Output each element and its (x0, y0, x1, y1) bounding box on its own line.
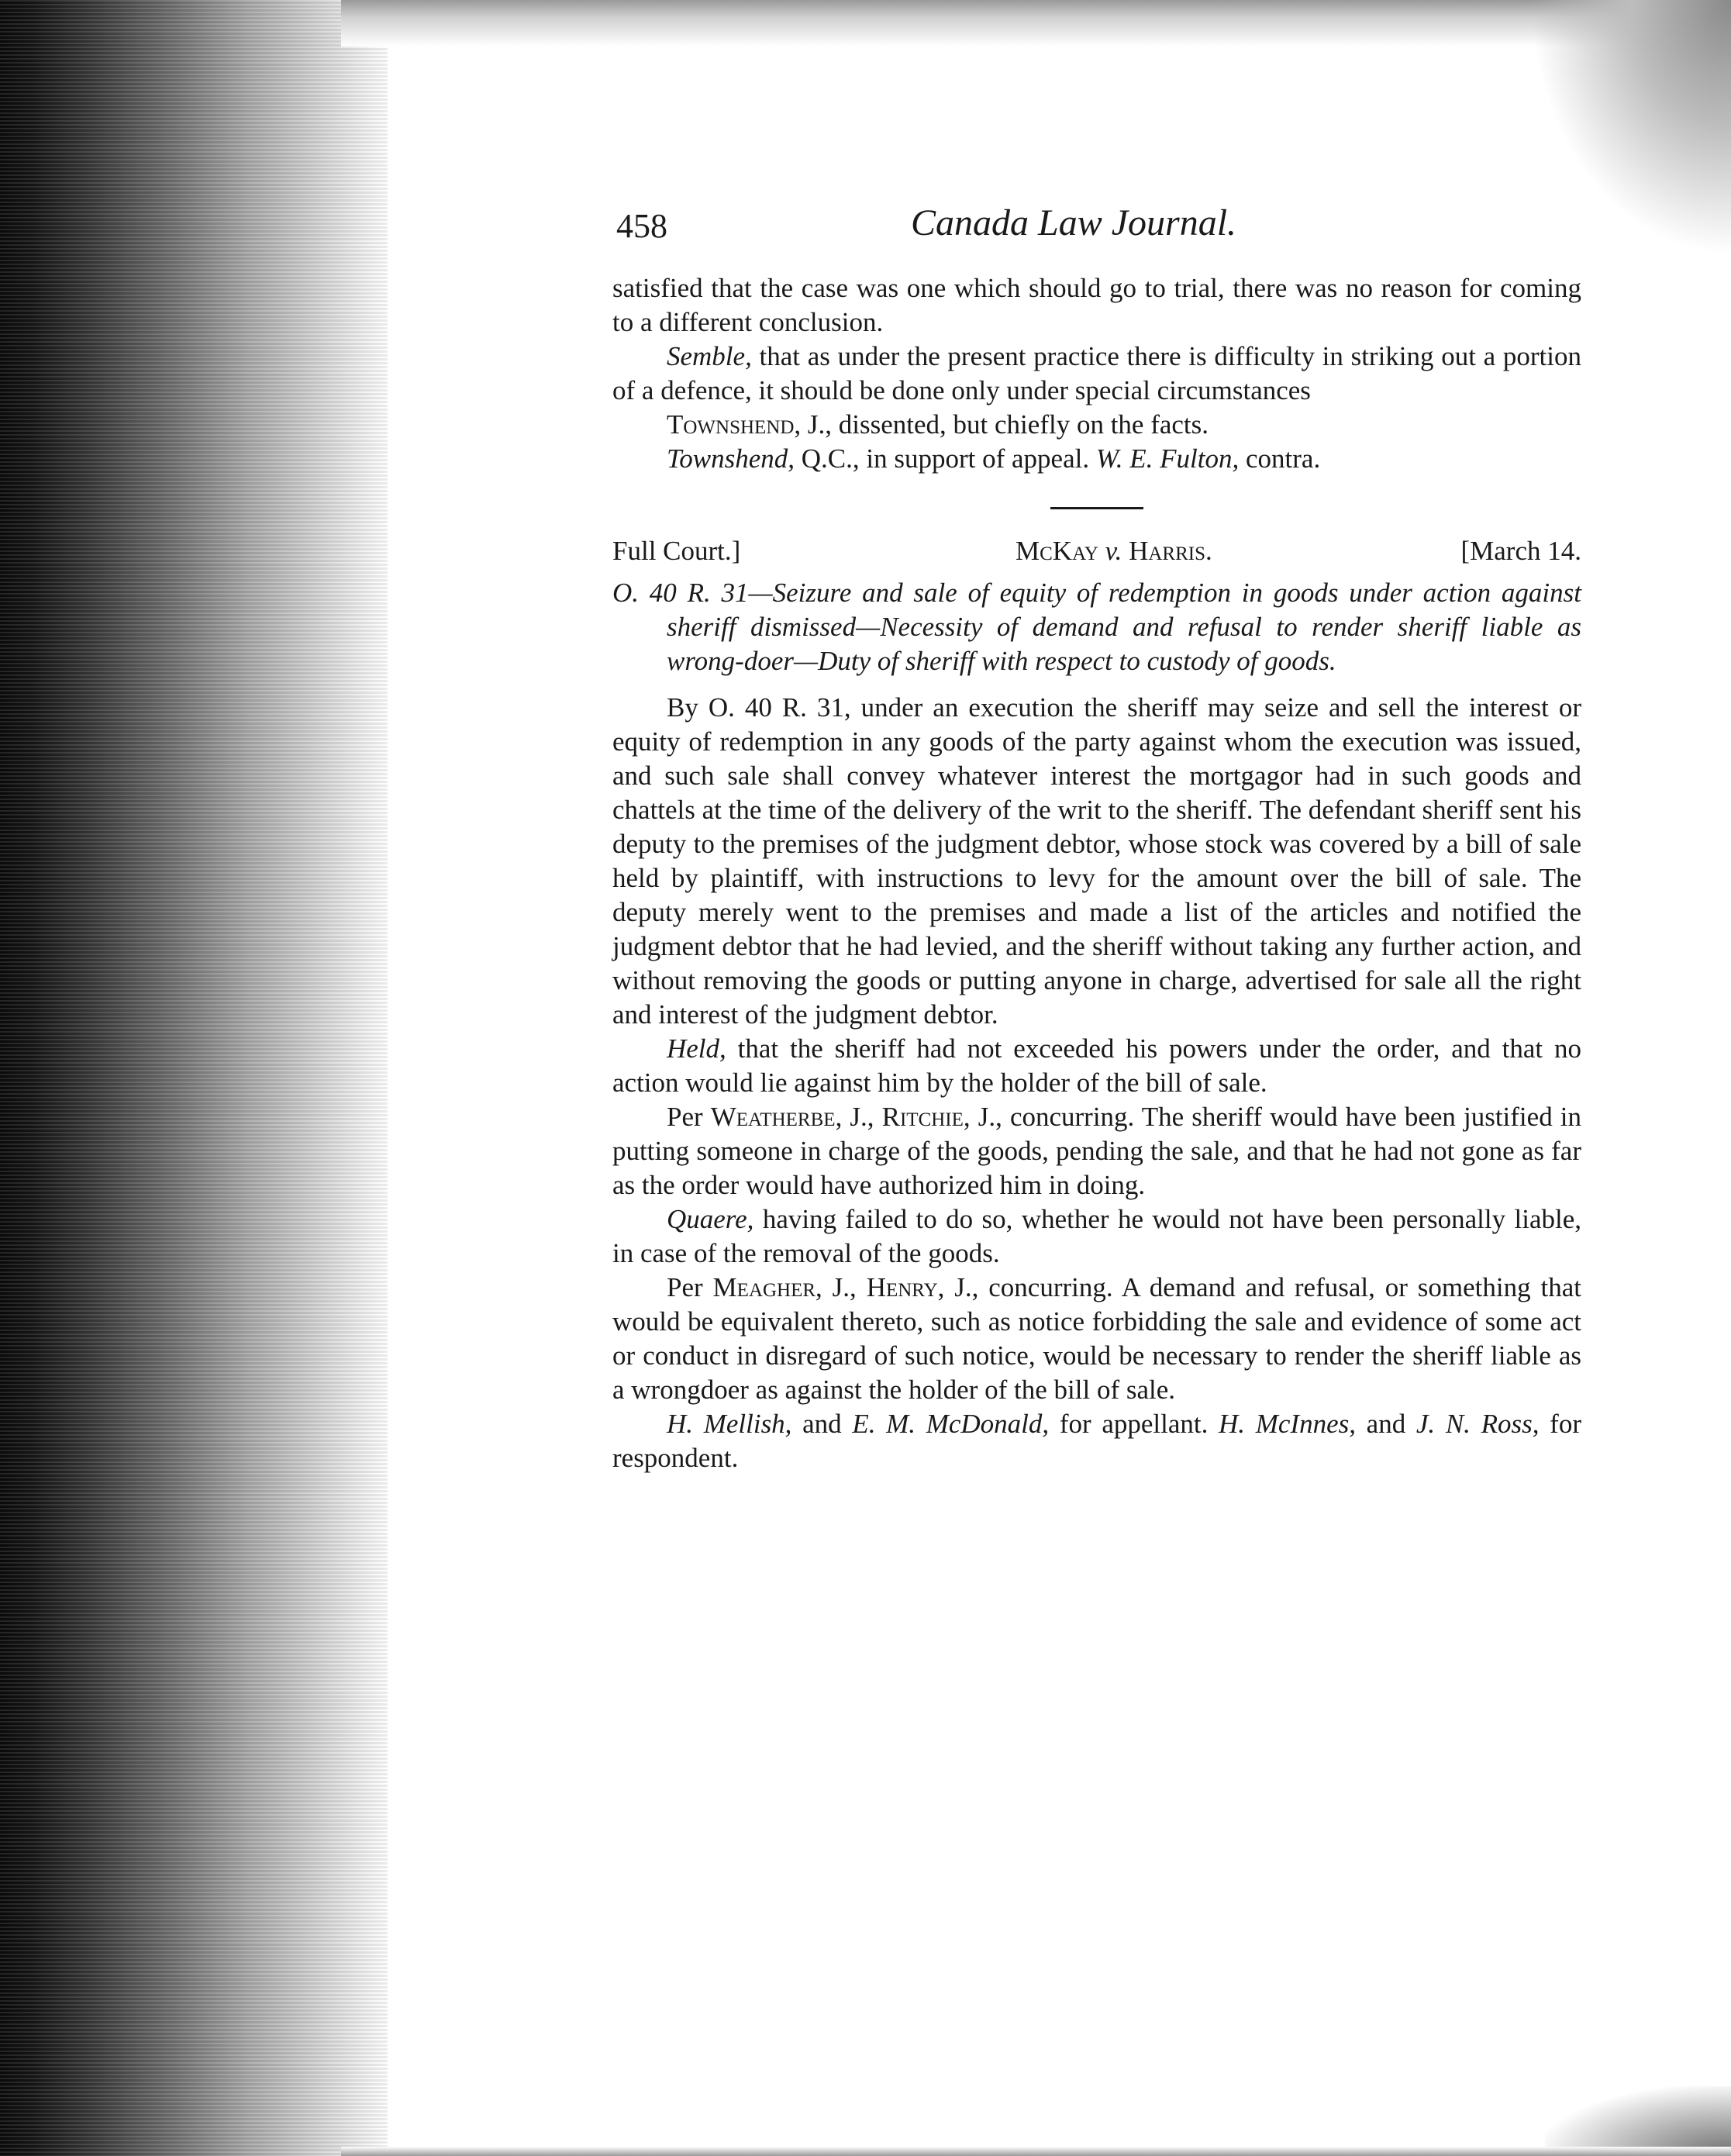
case-caption (612, 534, 1581, 571)
counsel-paragraph: Townshend, Q.C., in support of appeal. W. E. Fulton, contra. (667, 443, 1321, 474)
scan-corner-bottom-right (1545, 2086, 1731, 2156)
scan-bottom-edge (341, 2147, 1731, 2156)
headnote: O. 40 R. 31—Seizure and sale of equity of redemption in goods under action against sheriff dismissed—Necessity of demand and refusal to render sheriff liable as wrong-doer—Duty of sheriff with respect to custody of goods. (612, 578, 1581, 676)
journal-page (612, 202, 1581, 1475)
judge-name: Meagher (712, 1272, 816, 1302)
quaere-paragraph: Quaere, having failed to do so, whether he would not have been personally liable, in case of the removal of the goods. (612, 1204, 1581, 1268)
semble-paragraph: Semble, that as under the present practice there is difficulty in striking out a portion of a defence, it should be done only under special circumstances (612, 341, 1581, 405)
court-name: Full Court.] (612, 536, 741, 566)
scan-binding-texture (0, 0, 388, 2156)
running-head (612, 202, 1581, 256)
case-date: [March 14. (1460, 536, 1581, 566)
case-name: McKay v. Harris. (1015, 536, 1212, 566)
scan-top-edge (341, 0, 1731, 47)
case-counsel-paragraph: H. Mellish, and E. M. McDonald, for appellant. H. McInnes, and J. N. Ross, for respondent. (612, 1409, 1581, 1473)
judge-name: Weatherbe (710, 1102, 836, 1132)
per-meagher-paragraph: Per Meagher, J., Henry, J., concurring. A demand and refusal, or something that would be equivalent thereto, such as notice forbidding the sale and evidence of some act or conduct in disregard of such notice, would be necessary to render the sheriff liable as a wrongdoer as against the holder of the bill of sale. (612, 1272, 1581, 1405)
judge-name: Henry (866, 1272, 938, 1302)
dissent-paragraph: Townshend, J., dissented, but chiefly on the facts. (667, 409, 1209, 440)
case-body-paragraph: By O. 40 R. 31, under an execution the sheriff may seize and sell the interest or equity of redemption in any goods of the party against whom the execution was issued, and such sale shall convey whatever interest the mortgagor had in such goods and chattels at the time of the delivery of the writ to the sheriff. The defendant sheriff sent his deputy to the premises of the judgment debtor, whose stock was covered by a bill of sale held by plaintiff, with instructions to levy for the amount over the bill of sale. The deputy merely went to the premises and made a list of the articles and notified the judgment debtor that he had levied, and the sheriff without taking any further action, and without removing the goods or putting anyone in charge, advertised for sale all the right and interest of the judgment debtor. (612, 692, 1581, 1030)
per-weatherbe-paragraph: Per Weatherbe, J., Ritchie, J., concurring. The sheriff would have been justified in putting someone in charge of the goods, pending the sale, and that he had not gone as far as the order would have authorized him in doing. (612, 1102, 1582, 1200)
held-paragraph: Held, that the sheriff had not exceeded his powers under the order, and that no action would lie against him by the holder of the bill of sale. (612, 1033, 1581, 1098)
journal-title: Canada Law Journal. (911, 202, 1237, 243)
section-divider (1050, 507, 1143, 509)
judge-name: Townshend (667, 409, 795, 440)
continuation-paragraph: satisfied that the case was one which should go to trial, there was no reason for coming to a different conclusion. (612, 273, 1581, 337)
page-number: 458 (616, 207, 667, 245)
judge-name: Ritchie (881, 1102, 964, 1132)
